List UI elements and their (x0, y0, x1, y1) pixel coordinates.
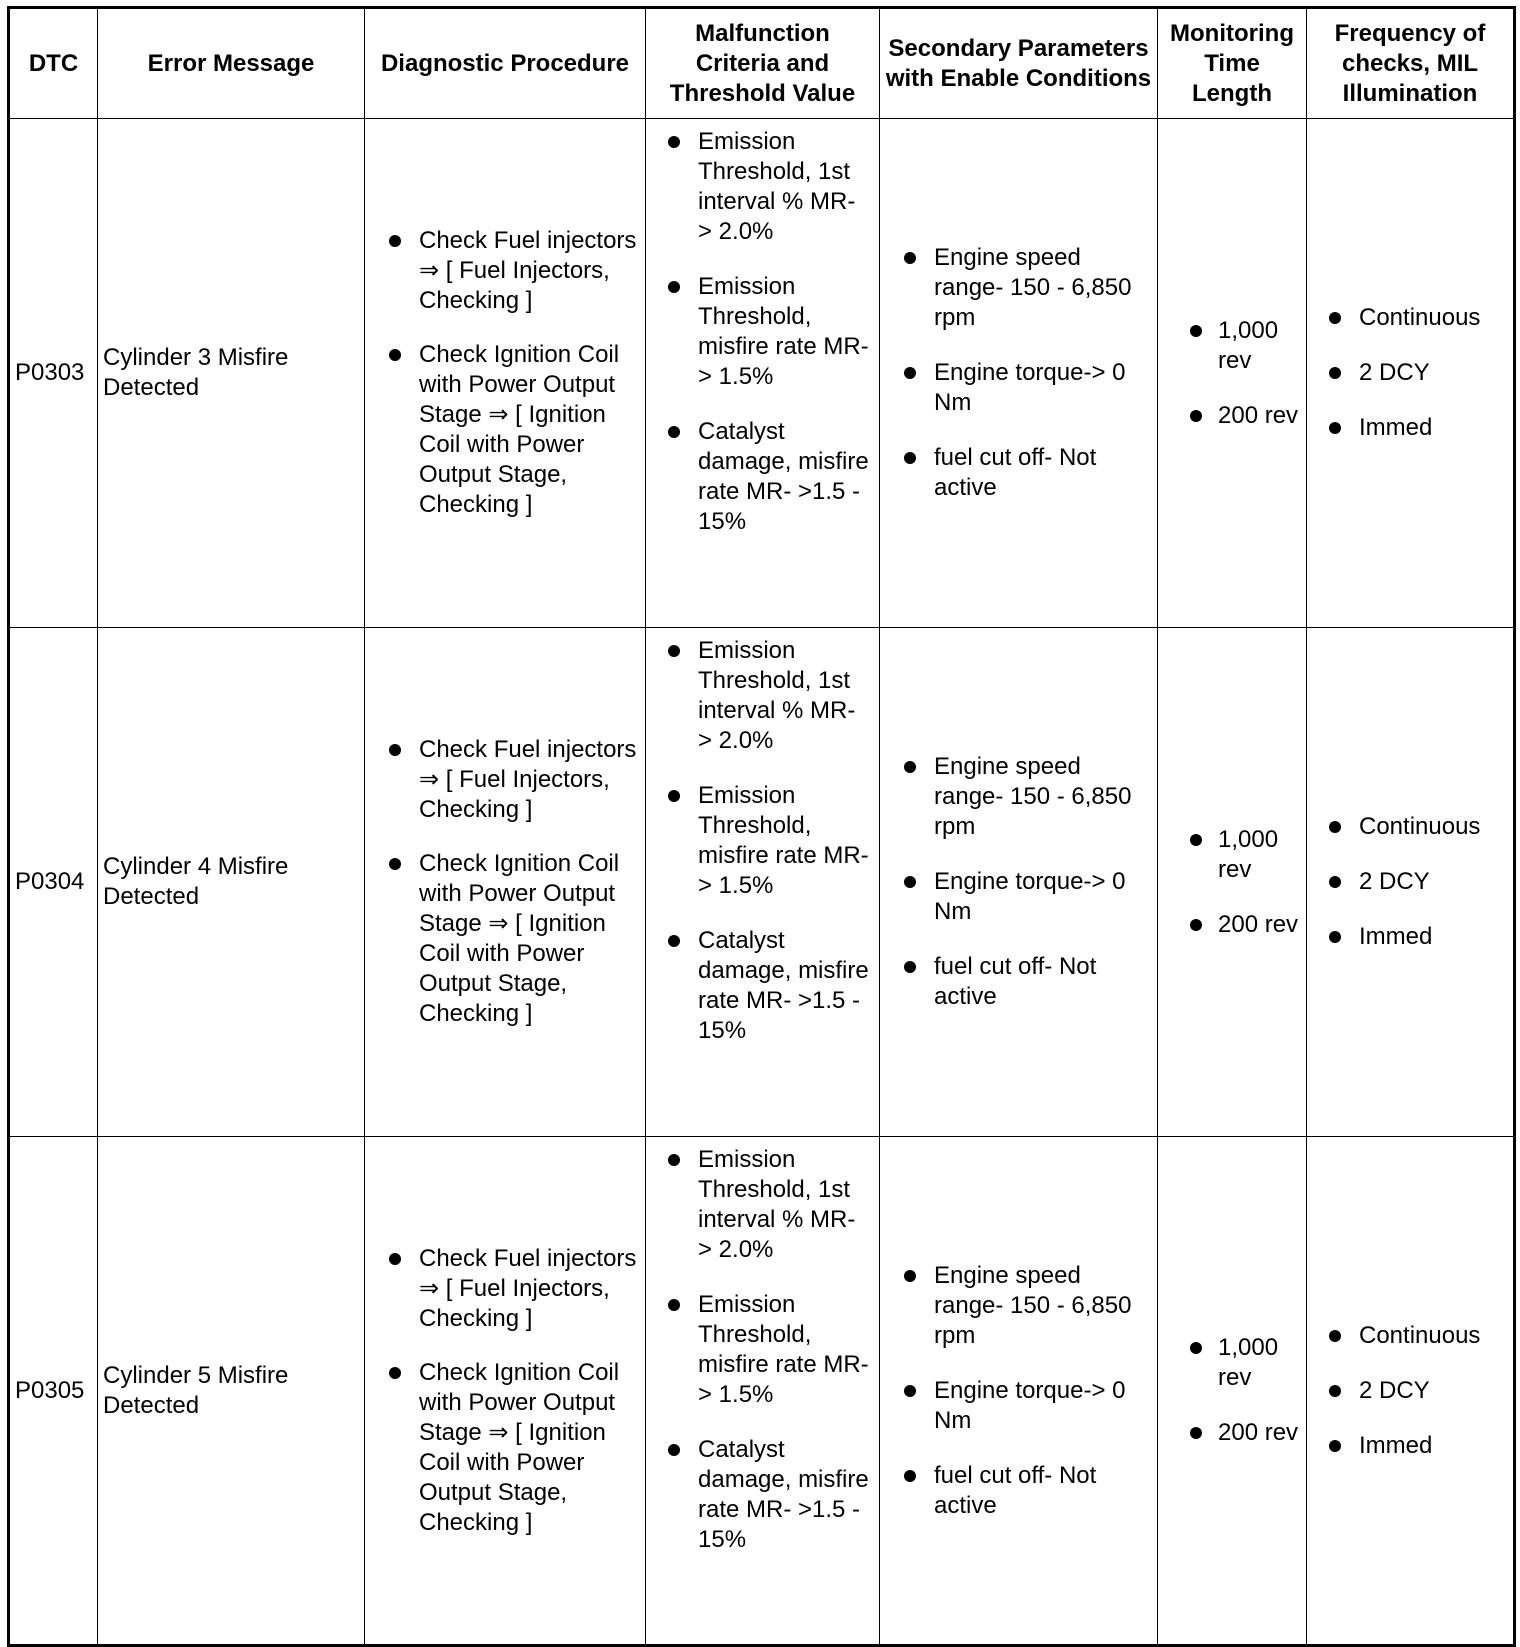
table-row (9, 1137, 1515, 1646)
secondary-item: Engine torque-> 0 Nm (892, 1376, 1151, 1436)
frequency-item: Immed (1317, 1431, 1513, 1461)
frequency-item: Continuous (1317, 303, 1513, 333)
procedure-item: Check Ignition Coil with Power Output Stage ⇒ [ Ignition Coil with Power Output Stage, Checking ] (377, 849, 641, 1029)
criteria-item: Emission Threshold, misfire rate MR- > 1.5% (656, 272, 875, 392)
procedure-item: Check Fuel injectors ⇒ [ Fuel Injectors, Checking ] (377, 226, 641, 316)
secondary-item: Engine torque-> 0 Nm (892, 358, 1151, 418)
monitoring-item: 1,000 rev (1182, 1333, 1302, 1393)
frequency-item: Continuous (1317, 812, 1513, 842)
secondary-item: fuel cut off- Not active (892, 952, 1151, 1012)
dtc-table (7, 6, 1516, 1647)
frequency-item: 2 DCY (1317, 867, 1513, 897)
criteria-item: Emission Threshold, 1st interval % MR- > 2.0% (656, 1145, 875, 1265)
procedure-item: Check Fuel injectors ⇒ [ Fuel Injectors, Checking ] (377, 735, 641, 825)
secondary-parameters (880, 1137, 1158, 1646)
frequency-item: Immed (1317, 922, 1513, 952)
malfunction-criteria (646, 1137, 880, 1646)
error-message: Cylinder 5 Misfire Detected (98, 1137, 365, 1646)
error-message: Cylinder 3 Misfire Detected (98, 119, 365, 628)
monitoring-item: 200 rev (1182, 401, 1302, 431)
monitoring-time (1158, 119, 1307, 628)
criteria-item: Catalyst damage, misfire rate MR- >1.5 - 15% (656, 417, 875, 537)
header-row (9, 8, 1515, 119)
criteria-item: Catalyst damage, misfire rate MR- >1.5 - 15% (656, 926, 875, 1046)
frequency-item: Immed (1317, 413, 1513, 443)
header-dtc: DTC (9, 8, 98, 119)
diagnostic-procedure (365, 119, 646, 628)
monitoring-time (1158, 1137, 1307, 1646)
header-frequency: Frequency of checks, MIL Illumination (1307, 8, 1515, 119)
monitoring-item: 1,000 rev (1182, 316, 1302, 376)
header-malfunction-criteria: Malfunction Criteria and Threshold Value (646, 8, 880, 119)
frequency (1307, 628, 1515, 1137)
frequency (1307, 1137, 1515, 1646)
header-diagnostic-procedure: Diagnostic Procedure (365, 8, 646, 119)
frequency-item: 2 DCY (1317, 1376, 1513, 1406)
secondary-item: Engine speed range- 150 - 6,850 rpm (892, 1261, 1151, 1351)
table-row (9, 119, 1515, 628)
criteria-item: Emission Threshold, misfire rate MR- > 1.5% (656, 1290, 875, 1410)
criteria-item: Catalyst damage, misfire rate MR- >1.5 - 15% (656, 1435, 875, 1555)
procedure-item: Check Ignition Coil with Power Output Stage ⇒ [ Ignition Coil with Power Output Stage, Checking ] (377, 1358, 641, 1538)
secondary-item: fuel cut off- Not active (892, 1461, 1151, 1521)
monitoring-time (1158, 628, 1307, 1137)
frequency (1307, 119, 1515, 628)
monitoring-item: 1,000 rev (1182, 825, 1302, 885)
dtc-code: P0304 (9, 628, 98, 1137)
procedure-item: Check Fuel injectors ⇒ [ Fuel Injectors, Checking ] (377, 1244, 641, 1334)
diagnostic-procedure (365, 628, 646, 1137)
header-error-message: Error Message (98, 8, 365, 119)
procedure-item: Check Ignition Coil with Power Output Stage ⇒ [ Ignition Coil with Power Output Stage, Checking ] (377, 340, 641, 520)
secondary-item: Engine torque-> 0 Nm (892, 867, 1151, 927)
header-monitoring-time: Monitoring Time Length (1158, 8, 1307, 119)
secondary-parameters (880, 119, 1158, 628)
criteria-item: Emission Threshold, 1st interval % MR- > 2.0% (656, 636, 875, 756)
malfunction-criteria (646, 119, 880, 628)
secondary-item: Engine speed range- 150 - 6,850 rpm (892, 243, 1151, 333)
frequency-item: Continuous (1317, 1321, 1513, 1351)
monitoring-item: 200 rev (1182, 910, 1302, 940)
monitoring-item: 200 rev (1182, 1418, 1302, 1448)
table-row (9, 628, 1515, 1137)
secondary-item: Engine speed range- 150 - 6,850 rpm (892, 752, 1151, 842)
criteria-item: Emission Threshold, misfire rate MR- > 1.5% (656, 781, 875, 901)
diagnostic-procedure (365, 1137, 646, 1646)
frequency-item: 2 DCY (1317, 358, 1513, 388)
malfunction-criteria (646, 628, 880, 1137)
secondary-item: fuel cut off- Not active (892, 443, 1151, 503)
secondary-parameters (880, 628, 1158, 1137)
dtc-code: P0303 (9, 119, 98, 628)
header-secondary-parameters: Secondary Parameters with Enable Conditions (880, 8, 1158, 119)
error-message: Cylinder 4 Misfire Detected (98, 628, 365, 1137)
criteria-item: Emission Threshold, 1st interval % MR- > 2.0% (656, 127, 875, 247)
dtc-code: P0305 (9, 1137, 98, 1646)
